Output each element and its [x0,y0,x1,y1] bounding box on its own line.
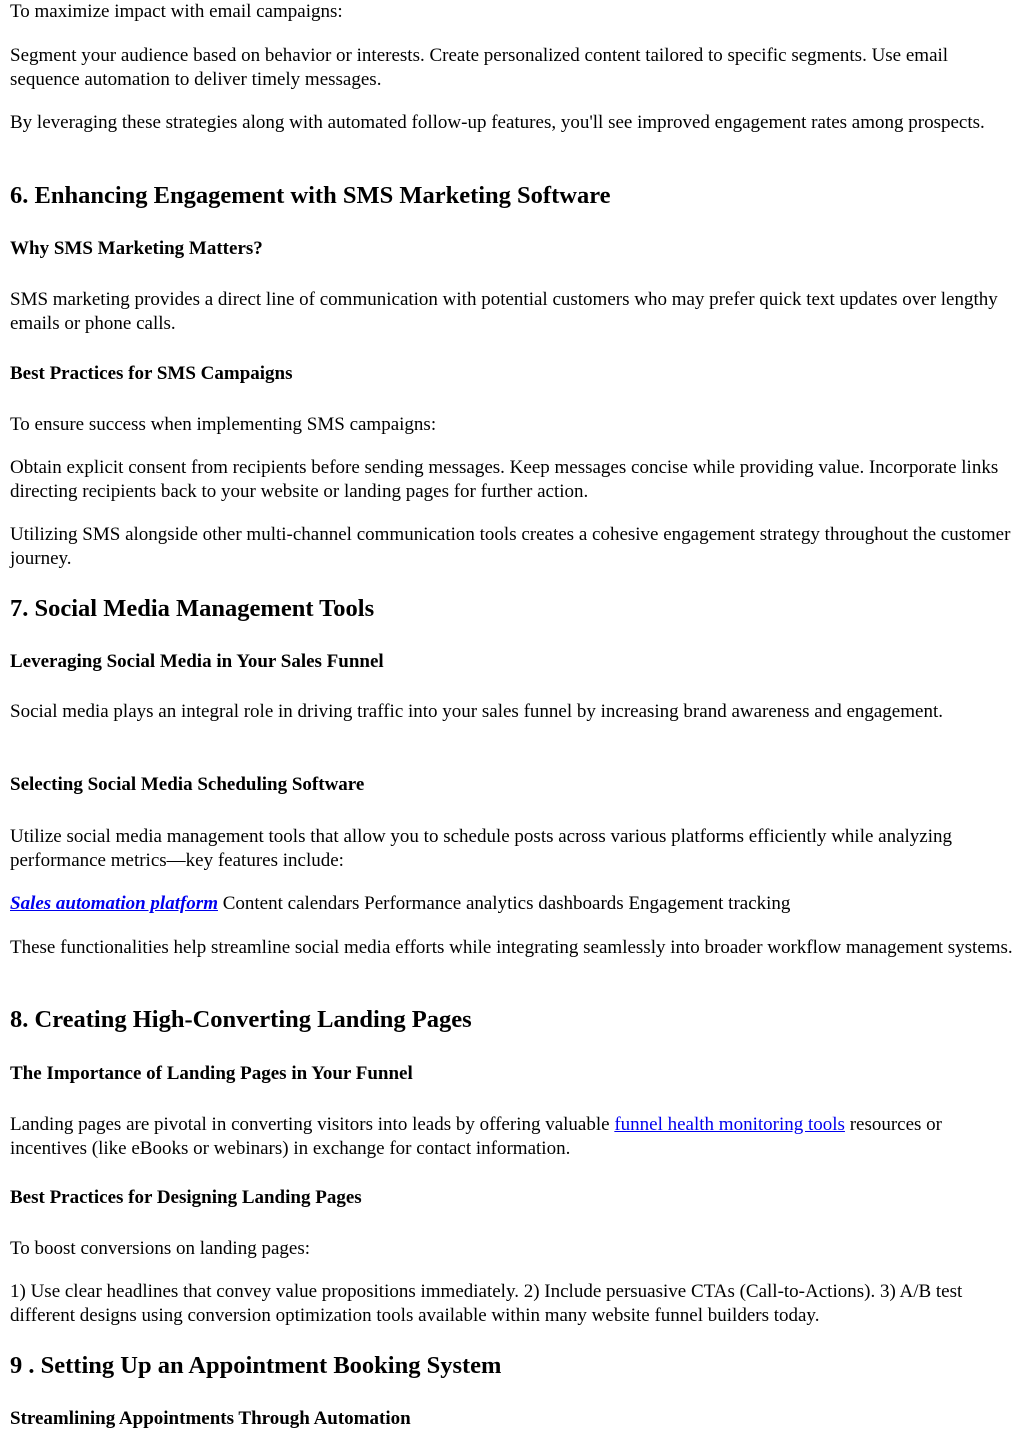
landing-section-heading: 8. Creating High-Converting Landing Pages [10,1006,472,1033]
sms-practices-paragraph: Obtain explicit consent from recipients before sending messages. Keep messages concise while providing value. Incorporate links directing recipients back to your website or landing pages for further action. [10,457,999,502]
landing-best-practices-subheading: Best Practices for Designing Landing Pages [10,1187,362,1208]
sms-why-subheading: Why SMS Marketing Matters? [10,238,263,259]
landing-importance-text-end: resources or incentives (like eBooks or webinars) in exchange for contact information. [10,1114,943,1159]
social-leveraging-subheading: Leveraging Social Media in Your Sales Funnel [10,651,384,672]
social-conclusion-paragraph: These functionalities help streamline social media efforts while integrating seamlessly into broader workflow management systems. [10,937,1013,958]
landing-importance-subheading: The Importance of Landing Pages in Your Funnel [10,1063,413,1084]
email-intro-paragraph: To maximize impact with email campaigns: [10,1,343,22]
social-features-text: Content calendars Performance analytics dashboards Engagement tracking [217,893,791,914]
sms-why-paragraph: SMS marketing provides a direct line of communication with potential customers who may prefer quick text updates over lengthy emails or phone calls. [10,289,998,334]
social-scheduling-subheading: Selecting Social Media Scheduling Software [10,774,365,795]
sms-conclusion-paragraph: Utilizing SMS alongside other multi-channel communication tools creates a cohesive engagement strategy throughout the customer journey. [10,524,1011,569]
social-features-line [10,892,1014,916]
sms-section-heading: 6. Enhancing Engagement with SMS Marketing Software [10,182,611,209]
social-tools-paragraph: Utilize social media management tools that allow you to schedule posts across various platforms efficiently while analyzing performance metrics—key features include: [10,826,953,871]
sms-intro-paragraph: To ensure success when implementing SMS campaigns: [10,414,437,435]
funnel-health-monitoring-tools-link[interactable]: funnel health monitoring tools [614,1114,845,1135]
landing-importance-text-start: Landing pages are pivotal in converting visitors into leads by offering valuable [10,1114,615,1135]
email-strategies-paragraph: Segment your audience based on behavior or interests. Create personalized content tailored to specific segments. Use email sequence automation to deliver timely messages. [10,45,949,90]
sms-best-practices-subheading: Best Practices for SMS Campaigns [10,363,293,384]
sales-automation-platform-link[interactable]: Sales automation platform [10,893,218,914]
landing-intro-paragraph: To boost conversions on landing pages: [10,1238,310,1259]
landing-practices-paragraph: 1) Use clear headlines that convey value propositions immediately. 2) Include persuasive CTAs (Call-to-Actions). 3) A/B test different designs using conversion optimization tools available within many website funnel builders today. [10,1281,963,1326]
booking-streamlining-subheading: Streamlining Appointments Through Automation [10,1408,411,1429]
booking-section-heading: 9 . Setting Up an Appointment Booking System [10,1352,502,1379]
email-conclusion-paragraph: By leveraging these strategies along with automated follow-up features, you'll see improved engagement rates among prospects. [10,112,985,133]
social-leveraging-paragraph: Social media plays an integral role in driving traffic into your sales funnel by increasing brand awareness and engagement. [10,701,943,722]
landing-importance-paragraph [10,1113,1014,1160]
social-section-heading: 7. Social Media Management Tools [10,595,375,622]
